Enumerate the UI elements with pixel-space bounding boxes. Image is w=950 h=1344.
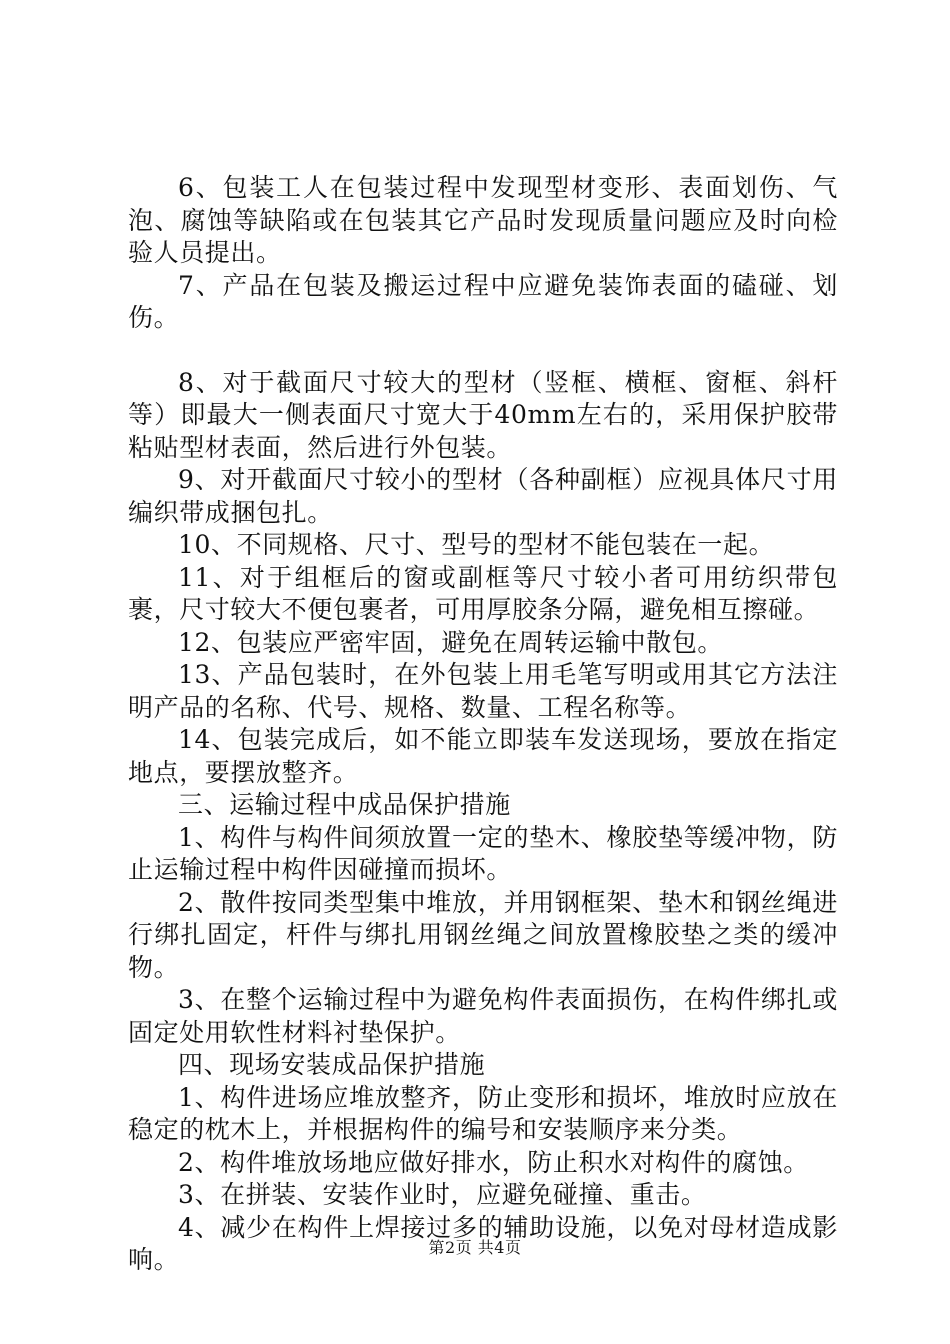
paragraph-12: 12、包装应严密牢固，避免在周转运输中散包。 <box>178 627 724 657</box>
paragraph-14: 14、包装完成后，如不能立即装车发送现场，要放在指定地点，要摆放整齐。 <box>128 725 838 787</box>
installation-item-1: 1、构件进场应堆放整齐，防止变形和损坏，堆放时应放在稳定的枕木上，并根据构件的编号和安装顺序来分类。 <box>128 1082 838 1144</box>
installation-item-3: 3、在拼装、安装作业时，应避免碰撞、重击。 <box>178 1180 707 1209</box>
installation-item-4: 4、减少在构件上焊接过多的辅助设施，以免对母材造成影响。 <box>128 1212 838 1274</box>
paragraph-8: 8、对于截面尺寸较大的型材（竖框、横框、窗框、斜杆等）即最大一侧表面尺寸宽大于40mm左右的，采用保护胶带粘贴型材表面，然后进行外包装。 <box>128 367 838 462</box>
transport-item-1: 1、构件与构件间须放置一定的垫木、橡胶垫等缓冲物，防止运输过程中构件因碰撞而损坏。 <box>128 822 838 884</box>
paragraph-9: 9、对开截面尺寸较小的型材（各种副框）应视具体尺寸用编织带成捆包扎。 <box>128 465 838 527</box>
transport-item-3: 3、在整个运输过程中为避免构件表面损伤，在构件绑扎或固定处用软性材料衬垫保护。 <box>128 985 838 1047</box>
transport-item-2: 2、散件按同类型集中堆放，并用钢框架、垫木和钢丝绳进行绑扎固定，杆件与绑扎用钢丝绳之间放置橡胶垫之类的缓冲物。 <box>128 887 838 982</box>
paragraph-13: 13、产品包装时，在外包装上用毛笔写明或用其它方法注明产品的名称、代号、规格、数量、工程名称等。 <box>128 660 838 722</box>
paragraph-10: 10、不同规格、尺寸、型号的型材不能包装在一起。 <box>178 530 775 559</box>
paragraph-7: 7、产品在包装及搬运过程中应避免装饰表面的磕碰、划伤。 <box>128 270 838 332</box>
paragraph-11: 11、对于组框后的窗或副框等尺寸较小者可用纺织带包裹，尺寸较大不便包裹者，可用厚胶条分隔，避免相互擦碰。 <box>128 562 838 624</box>
body-text <box>128 172 838 1277</box>
section-heading-transport: 三、运输过程中成品保护措施 <box>178 790 511 819</box>
section-heading-installation: 四、现场安装成品保护措施 <box>178 1050 486 1079</box>
installation-item-2: 2、构件堆放场地应做好排水，防止积水对构件的腐蚀。 <box>178 1147 809 1177</box>
paragraph-6: 6、包装工人在包装过程中发现型材变形、表面划伤、气泡、腐蚀等缺陷或在包装其它产品时发现质量问题应及时向检验人员提出。 <box>128 173 838 267</box>
page-number-footer: 第2页 共4页 <box>428 1238 522 1257</box>
